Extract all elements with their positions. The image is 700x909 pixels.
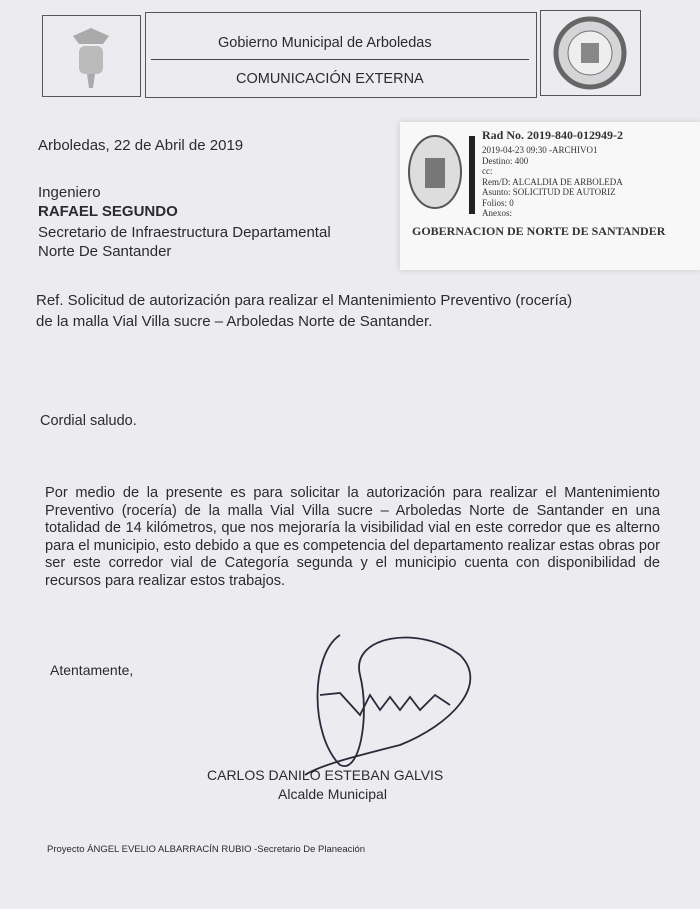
title-box — [145, 12, 537, 98]
rad-number: Rad No. 2019-840-012949-2 — [482, 128, 623, 142]
filing-stamp — [400, 122, 700, 270]
greeting: Cordial saludo. — [40, 413, 137, 429]
stamp-line: cc: — [482, 166, 493, 176]
reference-line-1: Ref. Solicitud de autorización para realizar el Mantenimiento Preventivo (rocería) — [36, 292, 573, 309]
recipient-name: RAFAEL SEGUNDO — [38, 203, 178, 220]
signer-title: Alcalde Municipal — [278, 786, 387, 802]
reference-line-2: de la malla Vial Villa sucre – Arboledas Norte de Santander. — [36, 313, 433, 330]
date: Arboledas, 22 de Abril de 2019 — [38, 137, 244, 154]
barcode — [469, 136, 475, 214]
stamp-org: GOBERNACION DE NORTE DE SANTANDER — [412, 224, 666, 238]
municipality-title: Gobierno Municipal de Arboledas — [218, 35, 432, 51]
body-paragraph: Por medio de la presente es para solicitar la autorización para realizar el Mantenimiento Preventivo (rocería) de la malla Vial Villa sucre – Arboledas Norte de Santander en una totalidad de 14 kilómetros, que nos mejoraría la visibilidad vial en este corredor que es alterno para el municipio, esto debido a que es competencia del departamento realizar estas obras por ser este corredor vial de Categoría segunda y el municipio cuenta con disponibilidad de recursos para realizar estos trabajos. — [45, 485, 660, 589]
coat-of-arms-icon — [43, 16, 140, 96]
closing: Atentamente, — [50, 662, 134, 678]
governorate-seal-icon — [405, 130, 465, 215]
signer-name: CARLOS DANILO ESTEBAN GALVIS — [207, 767, 444, 783]
stamp-line: 2019-04-23 09:30 -ARCHIVO1 — [482, 145, 598, 155]
signature — [300, 615, 490, 785]
recipient-location: Norte De Santander — [38, 243, 172, 260]
recipient-position: Secretario de Infraestructura Departamental — [38, 224, 331, 241]
stamp-line: Destino: 400 — [482, 155, 529, 166]
stamp-line: Asunto: SOLICITUD DE AUTORIZ — [482, 187, 616, 197]
right-seal-box — [540, 10, 641, 96]
stamp-line: Anexos: — [482, 208, 512, 218]
stamp-line: Folios: 0 — [482, 197, 514, 208]
stamp-line: Rem/D: ALCALDIA DE ARBOLEDA — [482, 176, 623, 187]
left-logo-box — [42, 15, 141, 97]
recipient-salutation: Ingeniero — [38, 184, 101, 201]
document-type: COMUNICACIÓN EXTERNA — [236, 71, 424, 87]
municipal-seal-icon — [541, 11, 640, 95]
footer-prepared-by: Proyecto ÁNGEL EVELIO ALBARRACÍN RUBIO -Secretario De Planeación — [47, 844, 366, 855]
